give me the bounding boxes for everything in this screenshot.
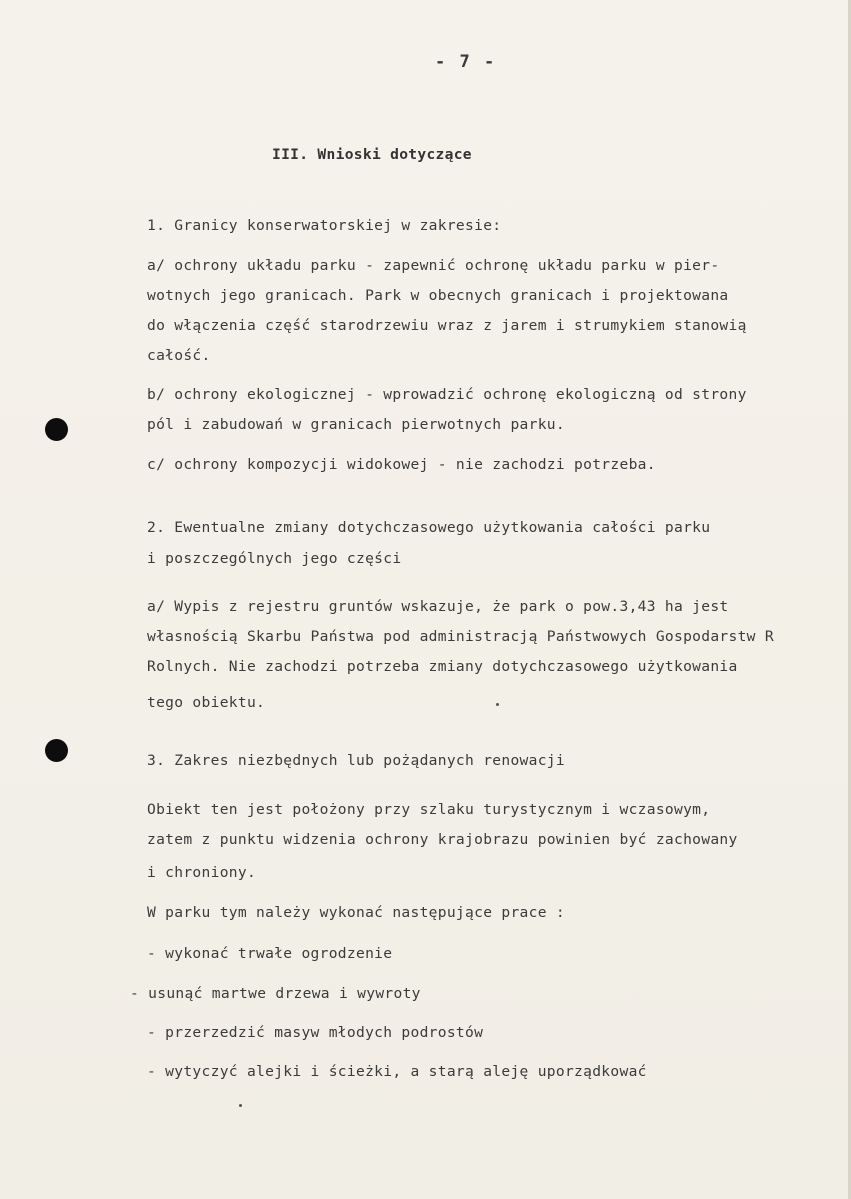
section1-a-line-2: wotnych jego granicach. Park w obecnych granicach i projektowana — [147, 287, 729, 304]
works-item-4: - wytyczyć alejki i ścieżki, a starą aleję uporządkować — [147, 1063, 647, 1080]
section1-a-line-4: całość. — [147, 347, 211, 364]
ink-speck — [496, 703, 499, 706]
section3-body-line-3: i chroniony. — [147, 864, 257, 881]
section2-title-line-1: 2. Ewentualne zmiany dotychczasowego użytkowania całości parku — [147, 519, 711, 536]
section1-b-line-1: b/ ochrony ekologicznej - wprowadzić ochronę ekologiczną od strony — [147, 386, 747, 403]
section2-a-line-2: własnością Skarbu Państwa pod administracją Państwowych Gospodarstw R — [147, 628, 774, 645]
punch-hole-bottom — [45, 739, 68, 762]
section1-c: c/ ochrony kompozycji widokowej - nie zachodzi potrzeba. — [147, 456, 656, 473]
section1-a-line-1: a/ ochrony układu parku - zapewnić ochronę układu parku w pier- — [147, 257, 720, 274]
section1-a-line-3: do włączenia część starodrzewiu wraz z jarem i strumykiem stanowią — [147, 317, 747, 334]
works-intro: W parku tym należy wykonać następujące prace : — [147, 904, 565, 921]
section2-a-line-4: tego obiektu. — [147, 694, 266, 711]
section3-body-line-1: Obiekt ten jest położony przy szlaku turystycznym i wczasowym, — [147, 801, 711, 818]
ink-speck — [239, 1104, 242, 1107]
section2-a-line-3: Rolnych. Nie zachodzi potrzeba zmiany dotychczasowego użytkowania — [147, 658, 738, 675]
works-item-1: - wykonać trwałe ogrodzenie — [147, 945, 393, 962]
works-item-3: - przerzedzić masyw młodych podrostów — [147, 1024, 484, 1041]
page-number: - 7 - — [435, 52, 497, 72]
section2-a-line-1: a/ Wypis z rejestru gruntów wskazuje, że park o pow.3,43 ha jest — [147, 598, 729, 615]
section1-b-line-2: pól i zabudowań w granicach pierwotnych parku. — [147, 416, 565, 433]
works-item-2: - usunąć martwe drzewa i wywroty — [130, 985, 421, 1002]
section3-title: 3. Zakres niezbędnych lub pożądanych renowacji — [147, 752, 565, 769]
section2-title-line-2: i poszczególnych jego części — [147, 550, 402, 567]
punch-hole-top — [45, 418, 68, 441]
section-heading: III. Wnioski dotyczące — [272, 146, 472, 163]
section1-title: 1. Granicy konserwatorskiej w zakresie: — [147, 217, 502, 234]
section3-body-line-2: zatem z punktu widzenia ochrony krajobrazu powinien być zachowany — [147, 831, 738, 848]
